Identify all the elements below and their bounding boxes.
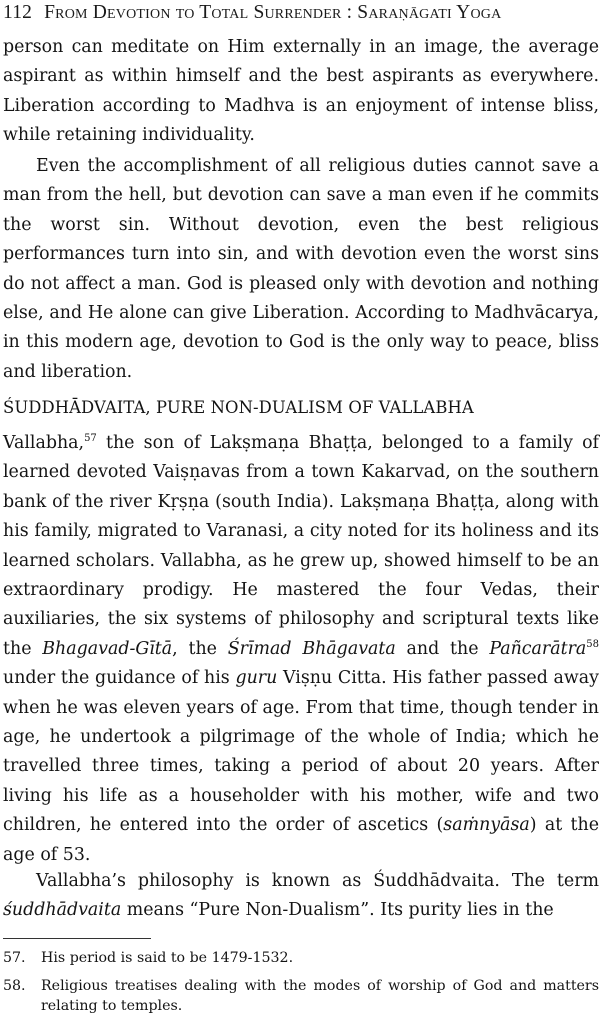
footnote-ref-57: 57 <box>84 433 97 444</box>
p3-text: Vallabha, <box>3 433 85 453</box>
term-suddhadvaita: śuddhādvaita <box>3 900 122 921</box>
running-title: From Devotion to Total Surrender : Saraṇāgati Yoga <box>44 2 502 23</box>
running-header <box>3 2 597 30</box>
term-guru: guru <box>235 668 278 689</box>
footnote-57 <box>3 948 599 968</box>
footnote-number: 57. <box>3 950 26 966</box>
footnote-ref-58: 58 <box>586 638 599 650</box>
p3-text: the son of Lakṣmaṇa Bhaṭṭa, belonged to a family of learned devoted Vaiṣṇavas from a town Kakarvad, on the southern bank of the river Kṛṣṇa (south India). Lakṣmaṇa Bhaṭṭa, along with his family, migrated to Varanasi, a city noted for its holiness and its learned scholars. Vallabha, as he grew up, showed himself to be an extraordinary prodigy. He mastered the four Vedas, their auxiliaries, the six systems of philosophy and scriptural texts like the <box>3 433 599 659</box>
footnote-number: 58. <box>3 978 26 994</box>
p3-text: under the guidance of his <box>3 668 236 689</box>
title-bhagavad-gita: Bhagavad-Gītā <box>42 638 173 659</box>
p3-text: ) at the age of 53. <box>3 815 599 865</box>
page-number: 112 <box>3 2 33 23</box>
p3-text: , the <box>172 638 228 659</box>
p4-text: means “Pure Non-Dualism”. Its purity lies in the <box>121 900 554 921</box>
footnote-text: His period is said to be 1479-1532. <box>41 950 294 966</box>
p4-text: Vallabha’s philosophy is known as Śuddhādvaita. The term <box>36 871 599 891</box>
paragraph-2: Even the accomplishment of all religious duties cannot save a man from the hell, but devotion can save a man even if he commits the worst sin. Without devotion, even the best religious performances turn into sin, and with devotion even the worst sins do not affect a man. God is pleased only with devotion and nothing else, and He alone can give Liberation. According to Madhvācarya, in this modern age, devotion to God is the only way to peace, bliss and liberation. <box>3 156 599 382</box>
p3-text: Viṣṇu Citta. His father passed away when he was eleven years of age. From that time, though tender in age, he undertook a pilgrimage of the whole of India; which he travelled three times, taking a period of about 20 years. After living his life as a householder with his mother, wife and two children, he entered into the order of ascetics ( <box>3 668 599 836</box>
paragraph-3 <box>3 429 599 870</box>
footnote-text: Religious treatises dealing with the modes of worship of God and matters relating to temples. <box>41 978 599 1014</box>
section-heading: ŚUDDHĀDVAITA, PURE NON-DUALISM OF VALLABHA <box>3 398 474 417</box>
title-srimad-bhagavata: Śrīmad Bhāgavata <box>227 638 396 659</box>
title-pancaratra: Pañcarātra <box>489 638 587 659</box>
term-samnyasa: saṁnyāsa <box>443 815 530 836</box>
paragraph-1: person can meditate on Him externally in an image, the average aspirant as within himself and the best aspirants as everywhere. Liberation according to Madhva is an enjoyment of intense bliss, while retaining individuality. <box>3 37 599 146</box>
p3-text: and the <box>395 638 490 659</box>
paragraph-4 <box>3 867 599 926</box>
footnote-divider <box>3 938 151 939</box>
footnote-58 <box>3 976 599 1016</box>
